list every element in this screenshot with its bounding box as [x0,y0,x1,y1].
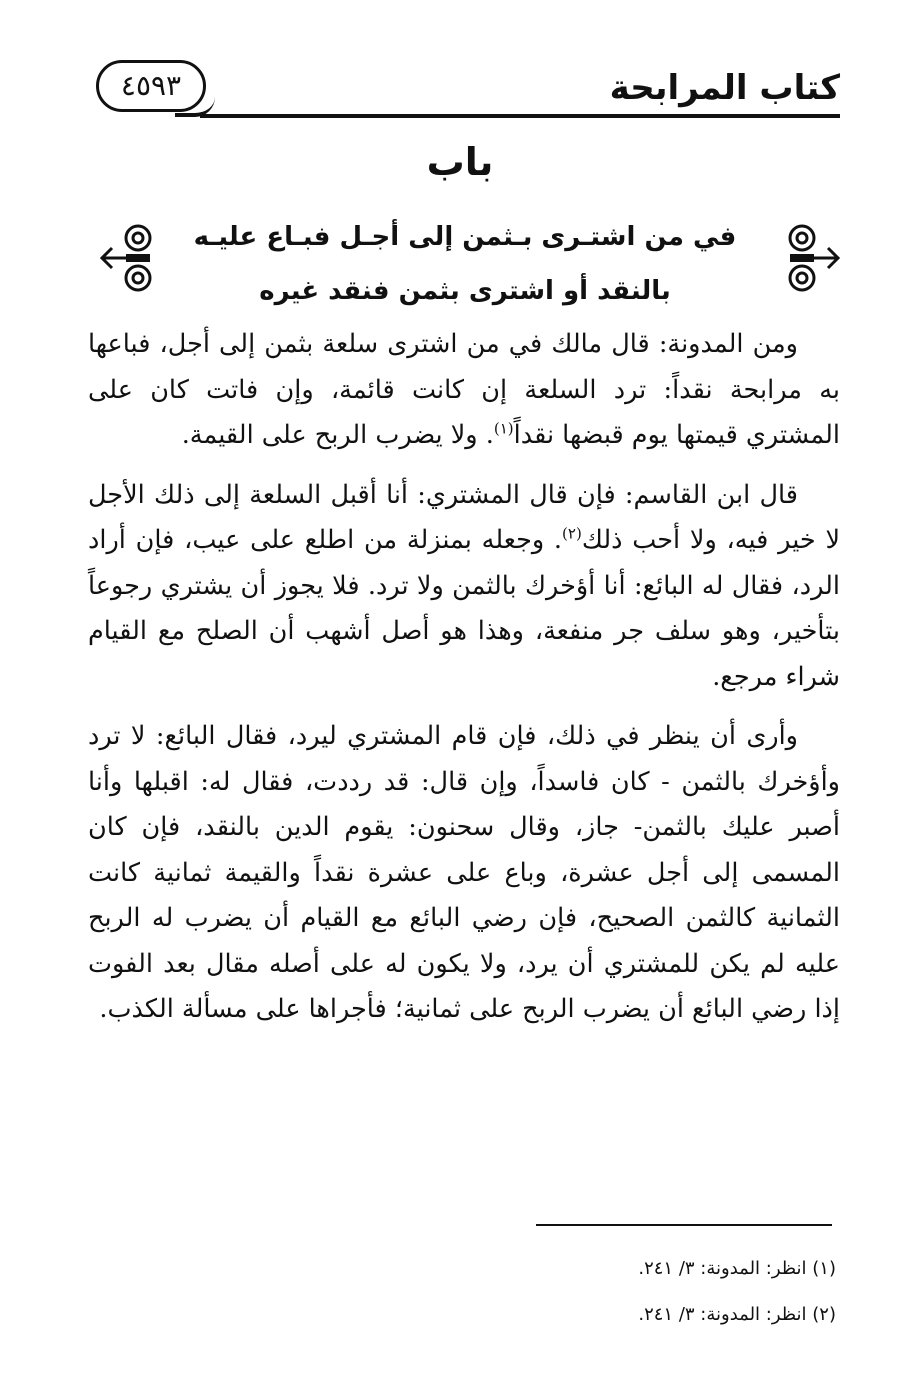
chapter-title: باب [426,140,494,184]
footnote-ref-1[interactable]: (١) [493,419,514,438]
subtitle-line-2: بالنقد أو اشترى بثمن فنقد غيره [259,276,671,306]
footnote-ref-2[interactable]: (٢) [562,524,582,543]
page-number: ٤٥٩٣ [120,69,182,102]
footnote-rule [536,1224,832,1226]
paragraph-1 [88,322,840,459]
chapter-subtitle [190,210,740,318]
paragraph-2 [88,473,840,701]
paragraph-1-text: ومن المدونة: قال مالك في من اشترى سلعة بثمن إلى أجل، فباعها به مرابحة نقداً: ترد السلعة إن كانت قائمة، وإن فاتت كان على المشتري قيمتها يوم قبضها نقداً [88,329,840,450]
header-rule [200,114,840,118]
footnotes [638,1246,836,1338]
ornament-right-icon [780,218,840,298]
paragraph-3: وأرى أن ينظر في ذلك، فإن قام المشتري ليرد، فقال البائع: لا ترد وأؤخرك بالثمن - كان فاسداً، وإن قال: قد رددت، فقال له: اقبلها وأنا أصبر عليك بالثمن- جاز، وقال سحنون: يقوم الدين بالنقد، فإن كان المسمى إلى أجل عشرة، وباع على عشرة نقداً والقيمة ثمانية كانت الثمانية كالثمن الصحيح، فإن رضي البائع مع القيام أن يضرب له الربح عليه لم يكن للمشتري أن يرد، ولا يكون له على أصله مقال بعد الفوت إذا رضي البائع أن يضرب الربح على ثمانية؛ فأجراها على مسألة الكذب. [88,721,840,1024]
page-number-badge [96,60,206,112]
body-text [88,322,840,1047]
paragraph-2-text: قال ابن القاسم: فإن قال المشتري: أنا أقبل السلعة إلى ذلك الأجل لا خير فيه، ولا أحب ذلك [88,479,840,555]
paragraph-2-tail: . وجعله بمنزلة من اطلع على عيب، فإن أراد الرد، فقال له البائع: أنا أؤخرك بالثمن ولا ترد. فلا يجوز أن يشتري رجوعاً بتأخير، وهو سلف جر منفعة، وهذا هو أصل أشهب أن الصلح مع القيام شراء مرجع. [88,525,840,692]
subtitle-line-1: في من اشتـرى بـثمن إلى أجـل فبـاع عليـه [193,222,737,252]
footnote-1: (١) انظر: المدونة: ٣/ ٢٤١. [638,1258,836,1279]
ornament-left-icon [100,218,160,298]
footnote-2: (٢) انظر: المدونة: ٣/ ٢٤١. [638,1304,836,1325]
paragraph-1-tail: . ولا يضرب الربح على القيمة. [181,420,494,450]
book-title: كتاب المرابحة [609,68,840,108]
